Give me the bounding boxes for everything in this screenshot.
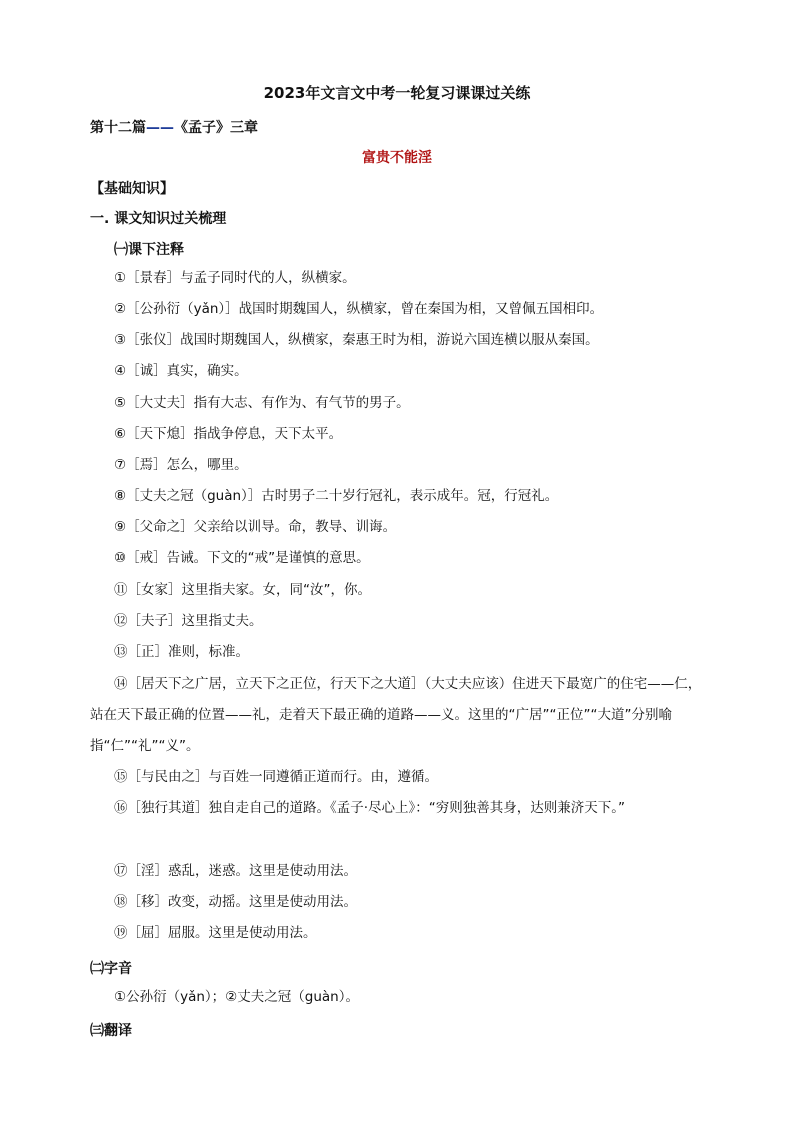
note-item: ⑮［与民由之］与百姓一同遵循正道而行。由，遵循。 (114, 769, 438, 785)
subsection-translation-heading: ㈢翻译 (90, 1023, 132, 1039)
note-item: ①［景春］与孟子同时代的人，纵横家。 (114, 270, 356, 286)
note-item: ⑬［正］准则，标准。 (114, 644, 249, 660)
chapter-name: 《孟子》三章 (174, 120, 258, 136)
section-one-heading: 一. 课文知识过关梳理 (90, 211, 227, 227)
document-title: 2023年文言文中考一轮复习课课过关练 (263, 84, 531, 102)
note-item: ⑫［夫子］这里指丈夫。 (114, 613, 263, 629)
note-item: ⑤［大丈夫］指有大志、有作为、有气节的男子。 (114, 395, 410, 411)
note-item: ⑲［屈］屈服。这里是使动用法。 (114, 925, 317, 941)
note-item: ⑪［女家］这里指夫家。女，同“汝”，你。 (114, 582, 371, 598)
note-item: ⑱［移］改变，动摇。这里是使动用法。 (114, 894, 357, 910)
note-item: ②［公孙衍（yǎn）］战国时期魏国人，纵横家，曾在秦国为相，又曾佩五国相印。 (114, 301, 604, 317)
note-item: ⑧［丈夫之冠（guàn）］古时男子二十岁行冠礼，表示成年。冠，行冠礼。 (114, 488, 559, 504)
pronunciation-text: ①公孙衍（yǎn）；②丈夫之冠（guàn）。 (114, 989, 359, 1005)
note-item: ④［诚］真实，确实。 (114, 363, 248, 379)
subsection-notes-heading: ㈠课下注释 (114, 242, 184, 258)
chapter-label: 第十二篇 (90, 120, 146, 136)
chapter-heading (90, 117, 258, 137)
note-item: ⑦［焉］怎么，哪里。 (114, 457, 248, 473)
note-item: ⑯［独行其道］独自走自己的道路。《孟子·尽心上》：“穷则独善其身，达则兼济天下。” (114, 800, 626, 816)
note-item: ⑭［居天下之广居，立天下之正位，行天下之大道］（大丈夫应该）住进天下最宽广的住宅——仁，站在天下最正确的位置——礼，走着天下最正确的道路——义。这里的“广居”“正位”“大道”分别喻指“仁”“礼”“义”。 (90, 676, 702, 754)
lesson-title: 富贵不能淫 (362, 150, 432, 166)
note-item: ⑩［戒］告诫。下文的“戒”是谨慎的意思。 (114, 550, 370, 566)
note-item: ⑥［天下熄］指战争停息，天下太平。 (114, 426, 343, 442)
note-item: ③［张仪］战国时期魏国人，纵横家，秦惠王时为相，游说六国连横以服从秦国。 (114, 332, 599, 348)
subsection-pronunciation-heading: ㈡字音 (90, 961, 132, 977)
section-basic-knowledge: 【基础知识】 (90, 181, 174, 197)
note-item: ⑨［父命之］父亲给以训导。命，教导、训诲。 (114, 519, 397, 535)
note-item: ⑰［淫］惑乱，迷惑。这里是使动用法。 (114, 863, 357, 879)
chapter-dash: —— (146, 120, 174, 136)
